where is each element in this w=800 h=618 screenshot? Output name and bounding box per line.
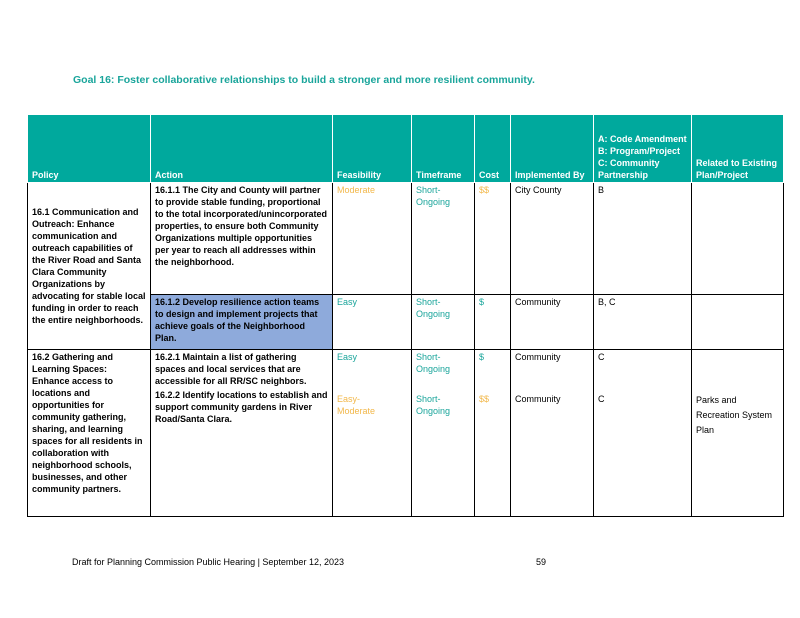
action-table [27,114,784,517]
page-footer: Draft for Planning Commission Public Hearing | September 12, 2023 [72,557,344,567]
action-cell [151,350,333,517]
table-header-row [28,115,784,183]
sub-action: 16.2.1 Maintain a list of gathering spaces and local services that are accessible for all RR/SC neighbors. [155,352,307,386]
feasibility-cell: Moderate [333,183,412,295]
related-value [696,351,779,393]
timeframe-value: Short-Ongoing [416,352,451,374]
action-cell: 16.1.1 The City and County will partner to provide stable funding, proportional to the total incorporated/unincorporated properties, to ensure both Community Organizations multiple opportunities per year to reach all addresses within the neighborhood. [151,183,333,295]
header-action: Action [151,115,333,183]
cost-value: $$ [479,394,490,404]
type-value: C [598,352,605,362]
goal-heading: Goal 16: Foster collaborative relationships to build a stronger and more resilient community. [73,74,535,86]
feasibility-cell: Easy [333,295,412,350]
header-policy: Policy [28,115,151,183]
implemented-by-cell: Community [511,295,594,350]
header-related: Related to Existing Plan/Project [692,115,784,183]
type-cell: B [594,183,692,295]
policy-cell: 16.2 Gathering and Learning Spaces: Enhance access to locations and opportunities for community gathering, sharing, and learning spaces for all residents in collaboration with neighborhood schools, businesses, and other community partners. [28,350,151,517]
timeframe-cell: Short-Ongoing [412,183,475,295]
related-value: Parks and Recreation System Plan [696,395,773,435]
related-cell [692,183,784,295]
header-timeframe: Timeframe [412,115,475,183]
implemented-by-cell: City County [511,183,594,295]
cost-cell: $ [475,295,511,350]
related-cell [692,350,784,517]
sub-action: 16.2.2 Identify locations to establish and support community gardens in River Road/Santa Clara. [155,390,328,424]
implemented-by-value: Community [515,394,561,404]
table-row [28,350,784,517]
cost-value: $ [479,352,485,362]
feasibility-cell [333,350,412,517]
header-type-codes: A: Code Amendment B: Program/Project C: Community Partnership [594,115,692,183]
feasibility-value: Easy-Moderate [337,394,376,416]
feasibility-value: Easy [337,352,358,362]
policy-cell: 16.1 Communication and Outreach: Enhance communication and outreach capabilities of the River Road and Santa Clara Community Organizations by advocating for stable local funding in order to reach the entire neighborhoods. [28,183,151,350]
implemented-by-value: Community [515,352,561,362]
header-implemented-by: Implemented By [511,115,594,183]
cost-cell [475,350,511,517]
timeframe-value: Short-Ongoing [416,394,451,416]
page-number: 59 [536,557,547,567]
action-cell-highlighted: 16.1.2 Develop resilience action teams to design and implement projects that achieve goals of the Neighborhood Plan. [151,295,333,350]
type-cell [594,350,692,517]
timeframe-cell: Short-Ongoing [412,295,475,350]
timeframe-cell [412,350,475,517]
type-value: C [598,394,605,404]
related-cell [692,295,784,350]
implemented-by-cell [511,350,594,517]
header-cost: Cost [475,115,511,183]
cost-cell: $$ [475,183,511,295]
table-row [28,183,784,295]
type-cell: B, C [594,295,692,350]
header-feasibility: Feasibility [333,115,412,183]
